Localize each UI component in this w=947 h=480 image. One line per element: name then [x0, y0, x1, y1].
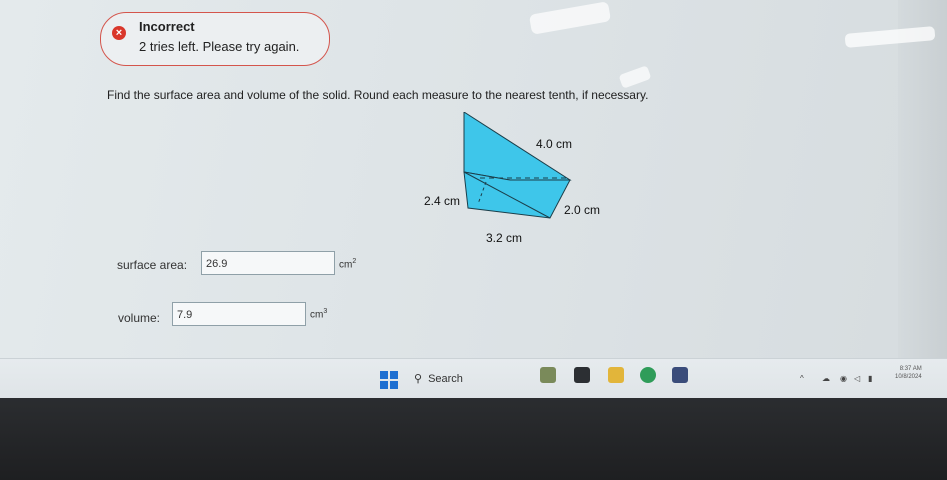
widgets-app-icon[interactable] — [540, 367, 556, 383]
clock-time: 8:37 AM — [899, 366, 922, 372]
search-label: Search — [428, 373, 463, 385]
search-icon: ⚲ — [414, 373, 423, 385]
surface-area-unit: $cm^2$ — [339, 258, 357, 271]
screen-glare — [619, 65, 652, 88]
laptop-bezel — [0, 398, 947, 480]
taskbar-search[interactable] — [414, 369, 514, 389]
volume-input[interactable]: 7.9 — [172, 302, 306, 326]
store-icon[interactable] — [672, 367, 688, 383]
taskbar — [0, 358, 947, 399]
feedback-title: Incorrect — [139, 19, 195, 34]
windows-start-icon[interactable] — [380, 371, 398, 389]
triangular-prism-figure — [420, 112, 610, 252]
screen-glare — [529, 1, 611, 35]
volume-unit: $cm^3$ — [310, 308, 328, 321]
battery-icon[interactable]: ▮ — [868, 374, 873, 383]
chrome-icon[interactable] — [640, 367, 656, 383]
error-x-icon: × — [112, 26, 126, 40]
feedback-message: 2 tries left. Please try again. — [139, 39, 300, 54]
dimension-label-bottom: 3.2 cm — [486, 231, 523, 245]
dimension-label-left: 2.4 cm — [424, 194, 461, 208]
feedback-alert — [100, 12, 330, 66]
volume-label: volume: — [118, 311, 161, 325]
surface-area-label: surface area: — [117, 258, 188, 272]
task-view-icon[interactable] — [574, 367, 590, 383]
wifi-icon[interactable]: ◉ — [840, 374, 847, 383]
question-text: Find the surface area and volume of the solid. Round each measure to the nearest tenth, if necessary. — [107, 88, 649, 102]
side-panel — [898, 0, 947, 360]
onedrive-cloud-icon[interactable]: ☁ — [822, 374, 830, 383]
file-explorer-icon[interactable] — [608, 367, 624, 383]
dimension-label-right: 2.0 cm — [564, 203, 601, 217]
taskbar-clock[interactable] — [895, 365, 922, 381]
volume-icon[interactable]: ◁ — [854, 374, 861, 383]
surface-area-input[interactable]: 26.9 — [201, 251, 335, 275]
clock-date: 10/8/2024 — [895, 374, 922, 380]
chevron-up-icon[interactable]: ^ — [800, 374, 804, 383]
dimension-label-top: 4.0 cm — [536, 137, 573, 151]
